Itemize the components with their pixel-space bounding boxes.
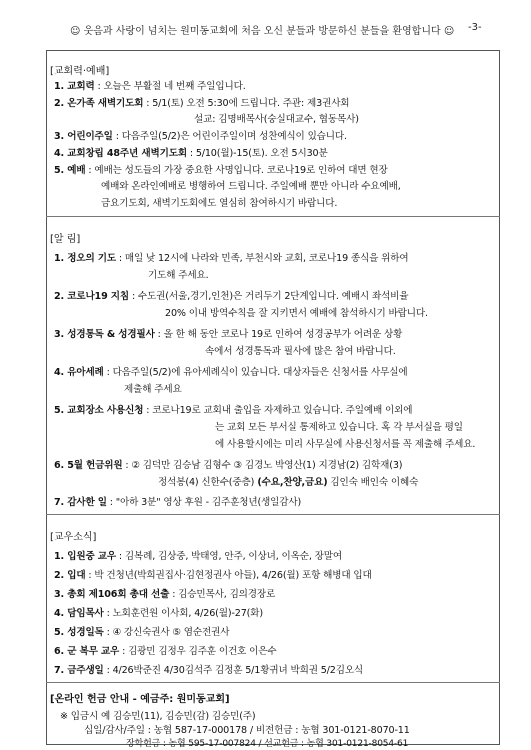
- members-item: 2. 입대 : 박 건청년(박희권집사·김현정권사 아들), 4/26(월) 포항 해병대 입대: [54, 570, 372, 581]
- offering-title: [온라인 헌금 안내 - 예금주: 원미동교회]: [50, 694, 230, 705]
- calendar-item: 2. 온가족 새벽기도회 : 5/1(토) 오전 5:30에 드립니다. 주관: 제3권사회: [54, 98, 350, 109]
- notice-item-cont: 속에서 성경통독과 필사에 많은 참여 바랍니다.: [205, 346, 396, 357]
- calendar-item: 3. 어린이주일 : 다음주일(5/2)은 어린이주일이며 성찬예식이 있습니다.: [54, 131, 347, 142]
- members-item: 3. 총회 제106회 총대 선출 : 김승민목사, 김의경장로: [54, 589, 276, 600]
- notice-item: 1. 정오의 기도 : 매일 낮 12시에 나라와 민족, 부천시와 교회, 코로나19 종식을 위하여: [54, 253, 409, 264]
- notice-item: 4. 유아세례 : 다음주일(5/2)에 유아세례식이 있습니다. 대상자들은 신청서를 사무실에: [54, 367, 408, 378]
- notice-item: 2. 코로나19 지침 : 수도권(서울,경기,인천)은 거리두기 2단계입니다. 예배시 좌석비율: [54, 291, 409, 302]
- welcome-text: ☺ 웃음과 사랑이 넘치는 원미동교회에 처음 오신 분들과 방문하신 분들을 환영합니다 ☺: [70, 26, 455, 37]
- notice-item-cont: 20% 이내 방역수칙을 잘 지키면서 예배에 참석하시기 바랍니다.: [165, 308, 428, 319]
- calendar-item-cont: 설교: 김명배목사(숭실대교수, 협동목사): [194, 114, 359, 125]
- notice-item: 3. 성경통독 & 성경필사 : 올 한 해 동안 코로나 19로 인하여 성경공부가 어려운 상황: [54, 329, 403, 340]
- calendar-item-cont: 예배와 온라인예배로 병행하여 드립니다. 주일예배 뿐만 아니라 수요예배,: [101, 181, 401, 192]
- members-item: 7. 금주생일 : 4/26박준진 4/30김석주 김정훈 5/1황귀녀 박희권 5/2김오식: [54, 665, 364, 676]
- calendar-item: 4. 교회창립 48주년 새벽기도회 : 5/10(월)-15(토). 오전 5시30분: [54, 148, 328, 159]
- offering-line: 십일/감사/주일 : 농협 587-17-000178 / 비전헌금 : 농협 301-0121-8070-11: [84, 725, 410, 736]
- page-number: -3-: [468, 22, 482, 33]
- members-item: 1. 입원중 교우 : 김복례, 김상중, 박태영, 안주, 이상녀, 이옥순, 장말여: [54, 551, 343, 562]
- notice-item: 7. 감사한 일 : "아하 3분" 영상 후원 - 김주훈청년(생일감사): [54, 497, 302, 508]
- offering-line: 장학헌금 : 농협 595-17-007824 / 선교헌금 : 농협 301-0121-8054-61: [126, 739, 409, 749]
- notice-item-cont: 제출해 주세요: [124, 384, 182, 395]
- calendar-item-cont: 금요기도회, 새벽기도회에도 열심히 참여하시기 바랍니다.: [101, 198, 338, 209]
- notice-title: [알 림]: [50, 234, 81, 245]
- calendar-title: [교회력·예배]: [50, 66, 110, 77]
- calendar-item: 1. 교회력 : 오늘은 부활절 네 번째 주일입니다.: [54, 81, 246, 92]
- divider: [46, 216, 500, 217]
- notice-item-cont: 는 교회 모든 부서실 통제하고 있습니다. 혹 각 부서실을 평일: [215, 422, 463, 433]
- members-item: 6. 군 복무 교우 : 김광민 김정우 김주훈 이건호 이은수: [54, 646, 277, 657]
- members-title: [교우소식]: [50, 532, 97, 543]
- notice-item: 5. 교회장소 사용신청 : 코로나19로 교회내 출입을 자제하고 있습니다. 주일예배 이외에: [54, 405, 413, 416]
- notice-item-cont: 정석봉(4) 신한수(중층) (수요,찬양,금요) 김인숙 배인숙 이혜숙: [158, 477, 419, 488]
- notice-item: 6. 5월 헌금위원 : ② 김덕만 김승남 김형수 ③ 김경노 박영산(1) 지경남(2) 김학재(3): [54, 460, 403, 471]
- divider: [46, 682, 500, 683]
- notice-item-cont: 기도해 주세요.: [148, 270, 209, 281]
- divider: [46, 514, 500, 515]
- notice-item-cont: 에 사용할시에는 미리 사무실에 사용신청서를 꼭 제출해 주세요.: [215, 439, 476, 450]
- calendar-item: 5. 예배 : 예배는 성도들의 가장 중요한 사명입니다. 코로나19로 인하여 대면 현장: [54, 165, 388, 176]
- members-item: 5. 성경일독 : ④ 강신숙권사 ⑤ 염순전권사: [54, 627, 230, 638]
- members-item: 4. 담임목사 : 노회훈련원 이사회, 4/26(월)-27(화): [54, 608, 263, 619]
- offering-line: ※ 입금시 예 김승민(11), 김승민(감) 김승민(주): [60, 711, 256, 722]
